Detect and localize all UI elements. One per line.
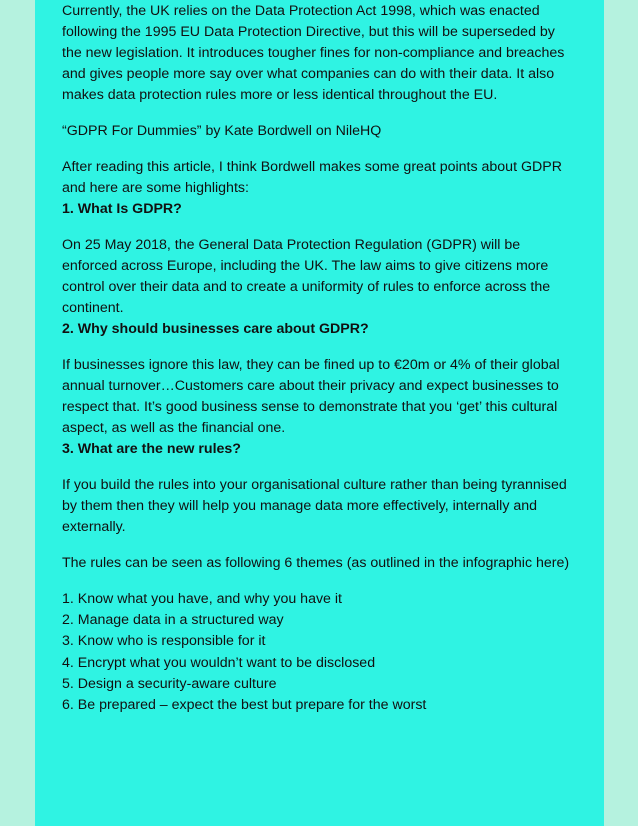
themes-intro: The rules can be seen as following 6 themes (as outlined in the infographic here) (62, 555, 570, 571)
section-heading-new-rules: 3. What are the new rules? (62, 441, 241, 457)
list-item: 1. Know what you have, and why you have it (62, 591, 342, 607)
section-heading-what-is-gdpr: 1. What Is GDPR? (62, 201, 182, 217)
list-item: 6. Be prepared – expect the best but prepare for the worst (62, 697, 427, 714)
intro-paragraph: Currently, the UK relies on the Data Protection Act 1998, which was enacted following the 1995 EU Data Protection Directive, but this will be superseded by the new legislation. It introduces tougher fines for non-compliance and breaches and gives people more say over what companies can do with their data. It also makes data protection rules more or less identical throughout the EU. (62, 3, 565, 103)
list-item: 2. Manage data in a structured way (62, 612, 284, 629)
article-panel (35, 0, 604, 826)
after-reading-paragraph: After reading this article, I think Bordwell makes some great points about GDPR and here are some highlights: (62, 159, 562, 196)
source-citation: “GDPR For Dummies” by Kate Bordwell on NileHQ (62, 123, 382, 139)
themes-list (62, 589, 577, 716)
section-body-what-is-gdpr: On 25 May 2018, the General Data Protection Regulation (GDPR) will be enforced across Europe, including the UK. The law aims to give citizens more control over their data and to create a uniformity of rules to enforce across the continent. (62, 237, 551, 316)
list-item: 3. Know who is responsible for it (62, 633, 266, 650)
section-body-why-care: If businesses ignore this law, they can be fined up to €20m or 4% of their global annual turnover…Customers care about their privacy and expect businesses to respect that. It’s good business sense to demonstrate that you ‘get’ this cultural aspect, as well as the financial one. (62, 357, 560, 436)
list-item: 4. Encrypt what you wouldn’t want to be disclosed (62, 654, 376, 671)
list-item: 5. Design a security-aware culture (62, 675, 277, 692)
section-body-new-rules: If you build the rules into your organisational culture rather than being tyrannised by them then they will help you manage data more effectively, internally and externally. (62, 477, 567, 535)
section-heading-why-care: 2. Why should businesses care about GDPR? (62, 321, 369, 337)
